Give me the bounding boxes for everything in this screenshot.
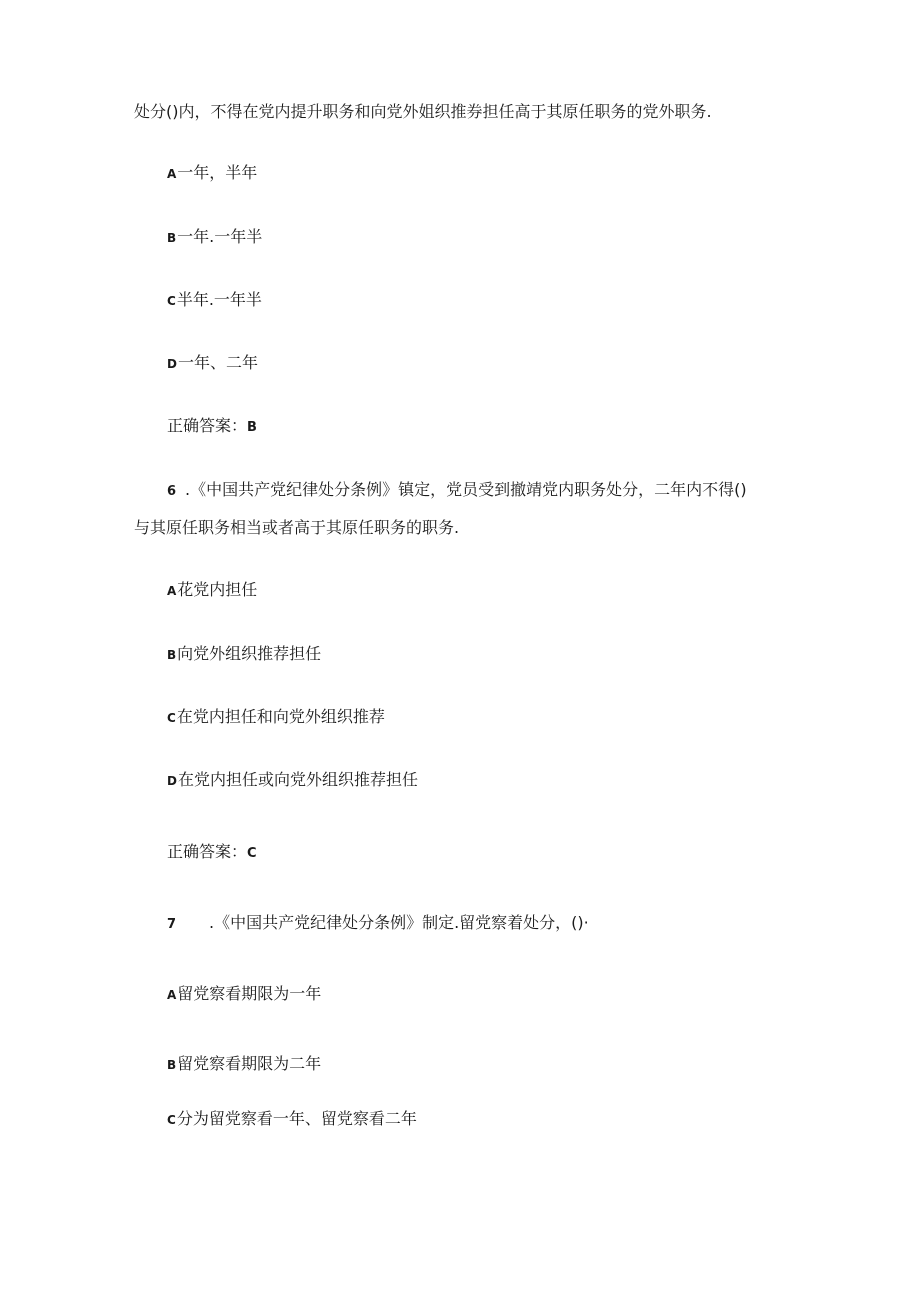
q7-stem (167, 913, 589, 935)
option-text: 在党内担任或向党外组织推荐担任 (177, 770, 418, 789)
option-letter: C (167, 1113, 176, 1127)
q7-stem-text: .《中国共产党纪律处分条例》制定.留党察着处分，()· (209, 913, 589, 932)
answer-label: 正确答案： (167, 416, 248, 435)
q6-option-b (167, 644, 321, 665)
q5-stem-text: 处分()内，不得在党内提升职务和向党外姐织推券担任高于其原任职务的党外职务. (134, 102, 712, 121)
option-text: 向党外组织推荐担任 (177, 644, 322, 663)
q7-option-b (167, 1054, 321, 1075)
q5-option-c (167, 290, 262, 311)
option-text: 一年、二年 (177, 353, 258, 372)
option-letter: A (167, 584, 177, 598)
q5-option-d (167, 353, 258, 374)
option-text: 花党内担任 (177, 580, 258, 599)
q5-option-b (167, 227, 262, 248)
q6-answer (167, 842, 257, 864)
option-letter: B (167, 231, 177, 245)
q5-answer (167, 416, 257, 438)
q7-option-a (167, 984, 321, 1005)
q6-stem-line2 (134, 518, 459, 538)
option-letter: A (167, 167, 177, 181)
option-letter: B (167, 1058, 177, 1072)
option-letter: D (167, 357, 177, 371)
question-number: 7 (167, 917, 177, 932)
q6-option-d (167, 770, 418, 791)
answer-value: C (247, 846, 257, 861)
option-text: 半年.一年半 (176, 290, 262, 309)
option-text: 一年，半年 (177, 163, 258, 182)
option-letter: C (167, 294, 176, 308)
option-letter: B (167, 648, 177, 662)
option-letter: C (167, 711, 176, 725)
option-text: 一年.一年半 (177, 227, 263, 246)
q6-option-a (167, 580, 257, 601)
option-text: 在党内担任和向党外组织推荐 (176, 707, 385, 726)
q6-stem-line1 (167, 480, 747, 502)
option-text: 留党察看期限为一年 (177, 984, 322, 1003)
answer-label: 正确答案： (167, 842, 248, 861)
q6-option-c (167, 707, 385, 728)
q5-option-a (167, 163, 257, 184)
q6-stem-text-2: 与其原任职务相当或者高于其原任职务的职务. (134, 518, 460, 537)
q5-stem (134, 102, 712, 122)
answer-value: B (247, 420, 257, 435)
question-number: 6 (167, 484, 177, 499)
q7-option-c (167, 1109, 417, 1130)
option-text: 留党察看期限为二年 (177, 1054, 322, 1073)
q6-stem-text: .《中国共产党纪律处分条例》镇定，党员受到撤靖党内职务处分，二年内不得() (185, 480, 747, 499)
option-text: 分为留党察看一年、留党察看二年 (176, 1109, 417, 1128)
option-letter: D (167, 774, 177, 788)
option-letter: A (167, 988, 177, 1002)
